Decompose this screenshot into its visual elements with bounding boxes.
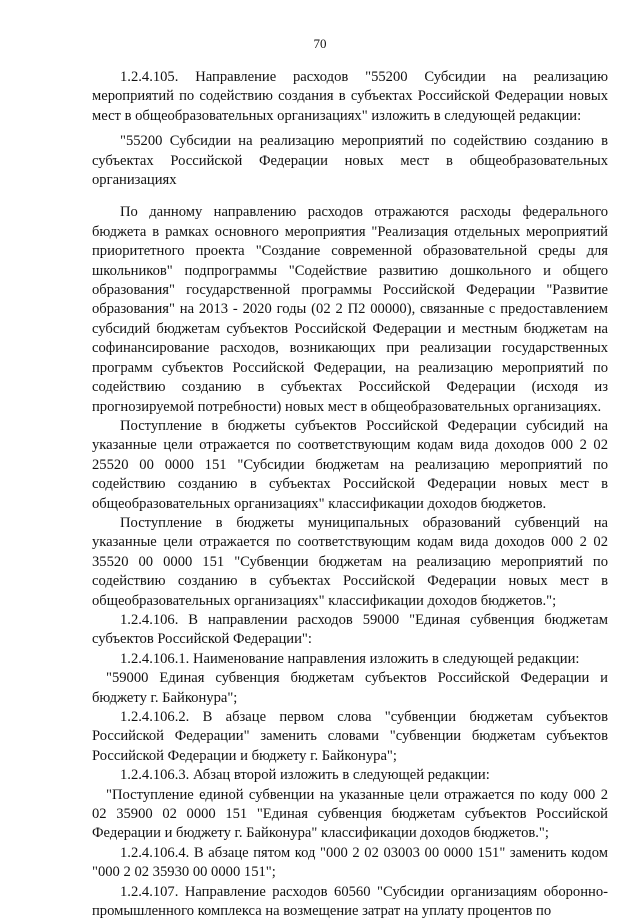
paragraph: 1.2.4.106.2. В абзаце первом слова "субвенции бюджетам субъектов Российской Федерации" заменить словами "субвенции бюджетам субъектов Российской Федерации и бюджету г. Байконура"; bbox=[92, 709, 608, 764]
paragraph: 1.2.4.106.3. Абзац второй изложить в следующей редакции: bbox=[120, 767, 490, 784]
paragraph: "55200 Субсидии на реализацию мероприятий по содействию созданию в субъектах Российской Федерации новых мест в общеобразовательных организациях bbox=[92, 133, 608, 189]
paragraph: Поступление в бюджеты субъектов Российской Федерации субсидий на указанные цели отражается по соответствующим кодам вида доходов 000 2 02 25520 00 0000 151 "Субсидии бюджетам на реализацию мероприятий по содействию созданию в субъектах Российской Федерации новых мест в общеобразовательных организациях" классификации доходов бюджетов. bbox=[92, 417, 608, 512]
paragraph: По данному направлению расходов отражаются расходы федерального бюджета в рамках основного мероприятия "Реализация отдельных мероприятий приоритетного проекта "Создание современной образовательной среды для школьников" подпрограммы "Содействие развитию дошкольного и общего образования" государственной программы Российской Федерации "Развитие образования" на 2013 - 2020 годы (02 2 П2 00000), связанные с предоставлением субсидий бюджетам субъектов Российской Федерации и местным бюджетам на софинансирование расходов, возникающих при реализации государственных программ субъектов Российской Федерации, на реализацию мероприятий по содействию созданию в субъектах Российской Федерации (исходя из прогнозируемой потребности) новых мест в общеобразовательных организациях. bbox=[92, 204, 608, 415]
paragraph: 1.2.4.107. Направление расходов 60560 "Субсидии организациям оборонно-промышленного комплекса на возмещение затрат на уплату процентов по bbox=[92, 883, 608, 920]
paragraph: 1.2.4.106.1. Наименование направления изложить в следующей редакции: bbox=[120, 650, 580, 667]
paragraph: 1.2.4.106.4. В абзаце пятом код "000 2 02 03003 00 0000 151" заменить кодом "000 2 02 35930 00 0000 151"; bbox=[92, 844, 608, 881]
paragraph: Поступление в бюджеты муниципальных образований субвенций на указанные цели отражается по соответствующим кодам вида доходов 000 2 02 35520 00 0000 151 "Субвенции бюджетам на реализацию мероприятий по содействию созданию в субъектах Российской Федерации новых мест в общеобразовательных организациях" классификации доходов бюджетов."; bbox=[92, 514, 608, 609]
paragraph: "59000 Единая субвенция бюджетам субъектов Российской Федерации и бюджету г. Байконура"; bbox=[92, 670, 608, 706]
paragraph: 1.2.4.106. В направлении расходов 59000 "Единая субвенция бюджетам субъектов Российской Федерации": bbox=[92, 611, 608, 648]
paragraph: "Поступление единой субвенции на указанные цели отражается по коду 000 2 02 35900 02 0000 151 "Единая субвенция бюджетам субъектов Российской Федерации и бюджету г. Байконура" классификации доходов бюджетов."; bbox=[92, 786, 608, 842]
paragraph: 1.2.4.105. Направление расходов "55200 Субсидии на реализацию мероприятий по содействию создания в субъектах Российской Федерации новых мест в общеобразовательных организациях" изложить в следующей редакции: bbox=[92, 69, 608, 124]
document-body bbox=[92, 68, 608, 921]
page-number: 70 bbox=[313, 36, 327, 51]
